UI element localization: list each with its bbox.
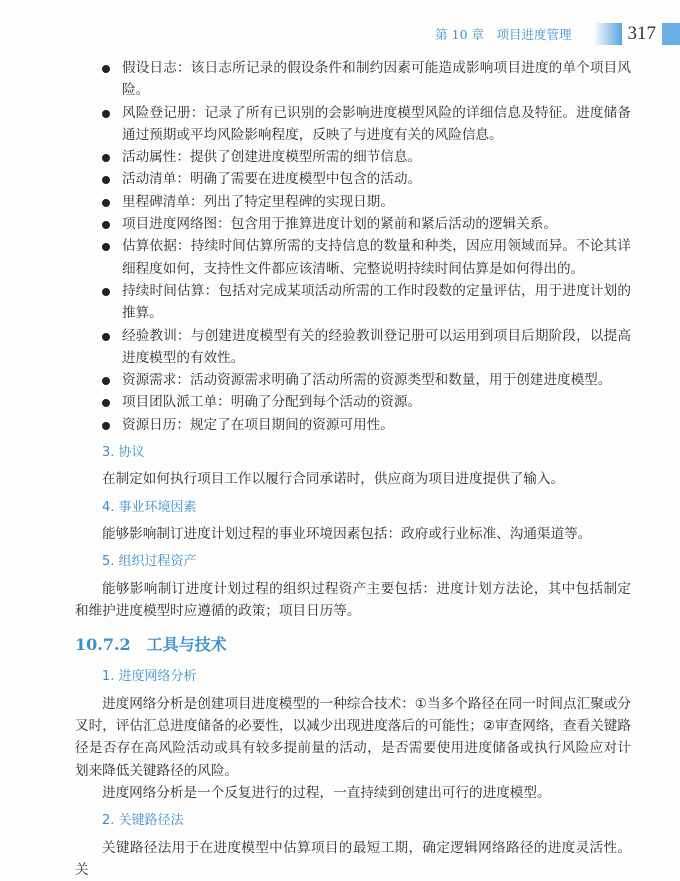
- bullet-icon: [102, 288, 110, 296]
- list-item: [75, 191, 631, 213]
- subheading-opa: 5. 组织过程资产: [75, 551, 631, 573]
- header-decoration: [594, 23, 622, 45]
- bullet-icon: [102, 377, 110, 385]
- list-item: [75, 146, 631, 168]
- page-body: [75, 57, 631, 881]
- subheading-network-analysis: 1. 进度网络分析: [75, 666, 631, 688]
- bullet-icon: [102, 243, 110, 251]
- list-item: [75, 235, 631, 280]
- list-item-text: 项目进度网络图：包含用于推算进度计划的紧前和紧后活动的逻辑关系。: [122, 216, 557, 232]
- list-item: [75, 280, 631, 325]
- list-item-text: 活动清单：明确了需要在进度模型中包含的活动。: [122, 171, 421, 187]
- section-heading: [75, 634, 631, 656]
- list-item-text: 资源需求：活动资源需求明确了活动所需的资源类型和数量，用于创建进度模型。: [122, 372, 611, 388]
- list-item: [75, 391, 631, 413]
- list-item: [75, 168, 631, 190]
- section-number: 10.7.2: [75, 635, 131, 654]
- subheading-eef: 4. 事业环境因素: [75, 497, 631, 519]
- paragraph: 能够影响制订进度计划过程的事业环境因素包括：政府或行业标准、沟通渠道等。: [75, 523, 631, 545]
- list-item-text: 资源日历：规定了在项目期间的资源可用性。: [122, 417, 394, 433]
- list-item: [75, 414, 631, 436]
- chapter-title: 第 10 章 项目进度管理: [435, 25, 571, 43]
- list-item: [75, 102, 631, 147]
- list-item-text: 估算依据：持续时间估算所需的支持信息的数量和种类，因应用领域而异。不论其详细程度如何，支持性文件都应该清晰、完整说明持续时间估算是如何得出的。: [122, 238, 631, 276]
- paragraph: 进度网络分析是创建项目进度模型的一种综合技术：①当多个路径在同一时间点汇聚或分叉时，评估汇总进度储备的必要性，以减少出现进度落后的可能性；②审查网络，查看关键路径是否存在高风险活动或具有较多提前量的活动，是否需要使用进度储备或执行风险应对计划来降低关键路径的风险。: [75, 693, 631, 782]
- bullet-icon: [102, 422, 110, 430]
- bullet-icon: [102, 65, 110, 73]
- bullet-icon: [102, 333, 110, 341]
- list-item-text: 活动属性：提供了创建进度模型所需的细节信息。: [122, 149, 421, 165]
- subheading-critical-path: 2. 关键路径法: [75, 810, 631, 832]
- list-item: [75, 213, 631, 235]
- page-header: [435, 22, 680, 46]
- bullet-icon: [102, 176, 110, 184]
- list-item-text: 项目团队派工单：明确了分配到每个活动的资源。: [122, 394, 421, 410]
- section-title: 工具与技术: [147, 635, 227, 654]
- header-decoration-bar: [662, 23, 680, 45]
- list-item-text: 经验教训：与创建进度模型有关的经验教训登记册可以运用到项目后期阶段，以提高进度模型的有效性。: [122, 328, 631, 366]
- bullet-icon: [102, 154, 110, 162]
- paragraph: 能够影响制订进度计划过程的组织过程资产主要包括：进度计划方法论，其中包括制定和维护进度模型时应遵循的政策；项目日历等。: [75, 578, 631, 623]
- input-list: [75, 57, 631, 436]
- paragraph: 在制定如何执行项目工作以履行合同承诺时，供应商为项目进度提供了输入。: [75, 468, 631, 490]
- list-item: [75, 57, 631, 102]
- list-item-text: 里程碑清单：列出了特定里程碑的实现日期。: [122, 194, 394, 210]
- list-item-text: 假设日志：该日志所记录的假设条件和制约因素可能造成影响项目进度的单个项目风险。: [122, 60, 631, 98]
- bullet-icon: [102, 399, 110, 407]
- subheading-agreements: 3. 协议: [75, 442, 631, 464]
- paragraph: 关键路径法用于在进度模型中估算项目的最短工期，确定逻辑网络路径的进度灵活性。关: [75, 837, 631, 881]
- bullet-icon: [102, 221, 110, 229]
- bullet-icon: [102, 110, 110, 118]
- paragraph: 进度网络分析是一个反复进行的过程，一直持续到创建出可行的进度模型。: [75, 782, 631, 804]
- page-number: 317: [622, 23, 663, 45]
- list-item: [75, 369, 631, 391]
- list-item-text: 风险登记册：记录了所有已识别的会影响进度模型风险的详细信息及特征。进度储备通过预期或平均风险影响程度，反映了与进度有关的风险信息。: [122, 105, 631, 143]
- bullet-icon: [102, 199, 110, 207]
- list-item-text: 持续时间估算：包括对完成某项活动所需的工作时段数的定量评估，用于进度计划的推算。: [122, 283, 631, 321]
- list-item: [75, 325, 631, 370]
